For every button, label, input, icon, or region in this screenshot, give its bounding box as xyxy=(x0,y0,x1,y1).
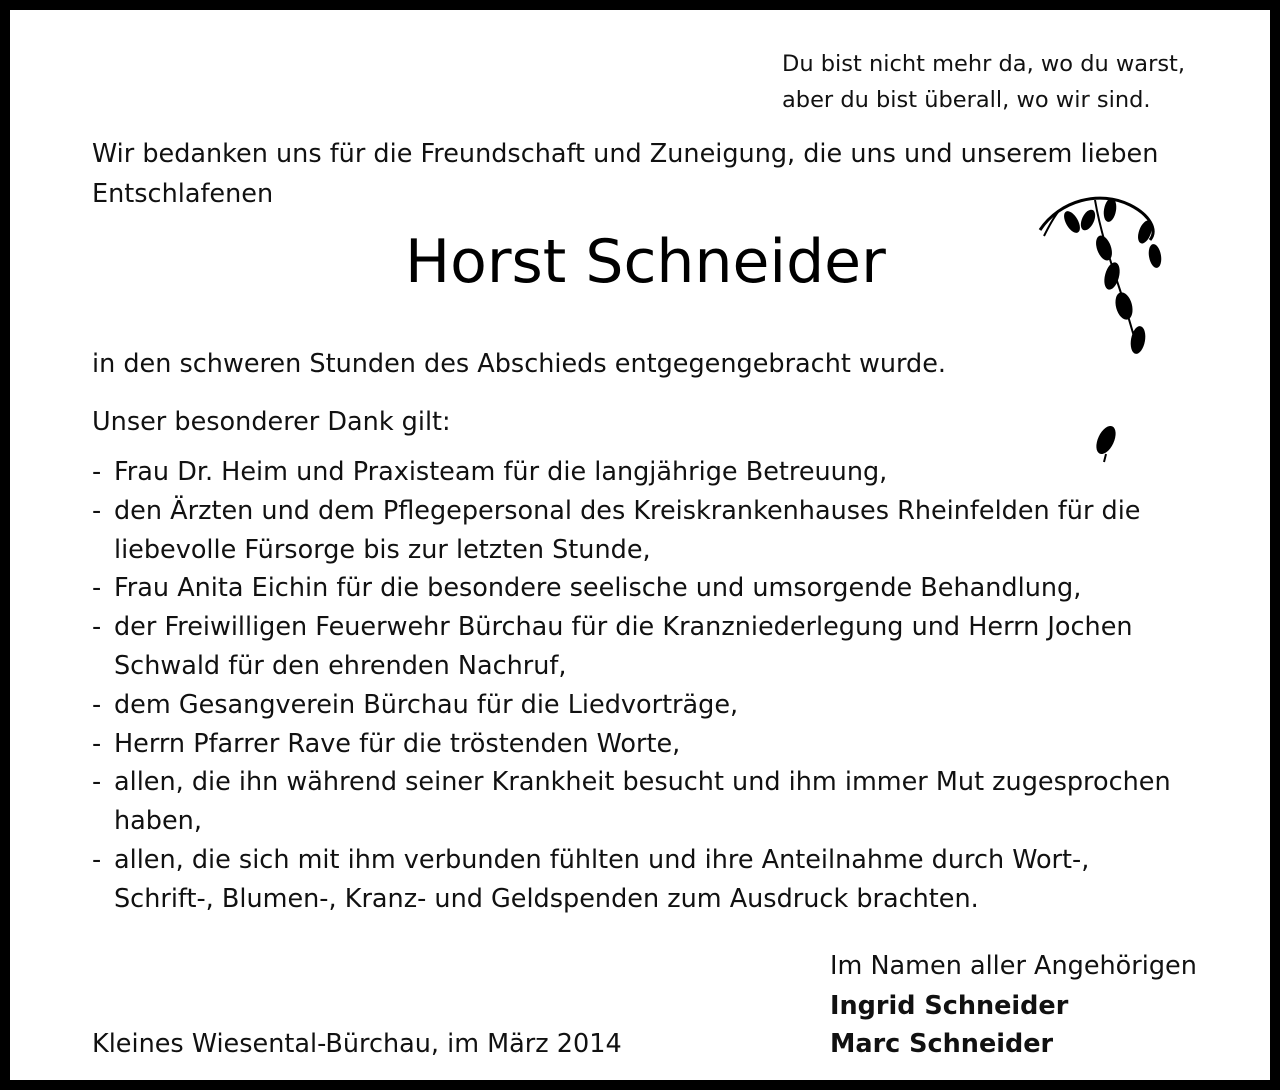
thanks-item-line: Herrn Pfarrer Rave für die tröstenden Worte, xyxy=(114,728,681,759)
quote xyxy=(782,46,1185,118)
deceased-name: Horst Schneider xyxy=(405,227,886,297)
thanks-item-line: Schrift-, Blumen-, Kranz- und Geldspenden zum Ausdruck brachten. xyxy=(114,883,979,914)
after-name-text: in den schweren Stunden des Abschieds entgegengebracht wurde. xyxy=(92,349,947,379)
quote-line: aber du bist überall, wo wir sind. xyxy=(782,87,1151,113)
signature-intro: Im Namen aller Angehörigen xyxy=(830,951,1197,981)
thanks-item xyxy=(92,608,1171,686)
thanks-item xyxy=(92,569,1171,608)
thanks-item-line: liebevolle Fürsorge bis zur letzten Stunde, xyxy=(114,534,651,565)
thanks-item-line: Frau Dr. Heim und Praxisteam für die langjährige Betreuung, xyxy=(114,457,888,487)
thanks-list xyxy=(92,453,1171,919)
thanks-item-line: den Ärzten und dem Pflegepersonal des Kreiskrankenhauses Rheinfelden für die xyxy=(114,495,1141,526)
thanks-item xyxy=(92,725,1171,764)
thanks-item-line: Schwald für den ehrenden Nachruf, xyxy=(114,650,567,681)
thanks-item xyxy=(92,841,1171,919)
thanks-item-line: Frau Anita Eichin für die besondere seelische und umsorgende Behandlung, xyxy=(114,573,1082,604)
thanks-item-line: der Freiwilligen Feuerwehr Bürchau für die Kranzniederlegung und Herrn Jochen xyxy=(114,612,1133,643)
leaf-branch-icon xyxy=(1000,170,1190,480)
thanks-item xyxy=(92,492,1171,570)
thanks-item xyxy=(92,686,1171,725)
signer-name: Ingrid Schneider xyxy=(830,991,1069,1021)
quote-line: Du bist nicht mehr da, wo du warst, xyxy=(782,51,1186,77)
thanks-item-line: haben, xyxy=(114,806,202,837)
thanks-heading: Unser besonderer Dank gilt: xyxy=(92,407,451,437)
intro-text: Wir bedanken uns für die Freundschaft und Zuneigung, die uns und unserem lieben Entschlafenen xyxy=(92,139,1159,209)
thanks-item xyxy=(92,763,1171,841)
signer-name: Marc Schneider xyxy=(830,1029,1054,1059)
thanks-item-line: allen, die ihn während seiner Krankheit besucht und ihm immer Mut zugesprochen xyxy=(114,767,1171,798)
place-date: Kleines Wiesental-Bürchau, im März 2014 xyxy=(92,1029,622,1059)
thanks-item-line: allen, die sich mit ihm verbunden fühlten und ihre Anteilnahme durch Wort-, xyxy=(114,844,1090,875)
thanks-item-line: dem Gesangverein Bürchau für die Liedvorträge, xyxy=(114,689,739,720)
